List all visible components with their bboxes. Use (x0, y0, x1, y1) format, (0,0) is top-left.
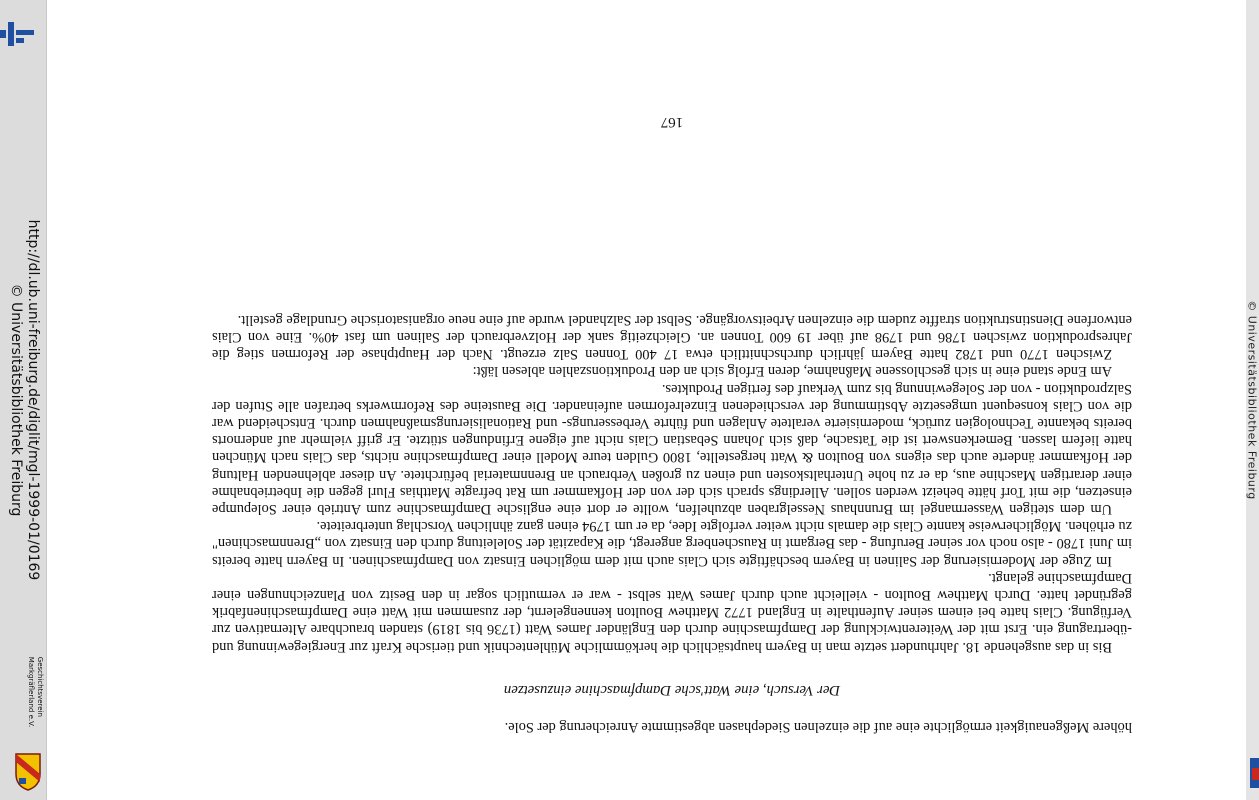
paragraph-continued: höhere Meßgenauigkeit ermöglichte eine auf die einzelnen Siedephasen abgestimmte Anreicherung der Sole. (504, 719, 1132, 735)
right-edge-logo-icon (1246, 758, 1259, 793)
page-text-body (212, 311, 1132, 735)
society-line-1: Geschichtsverein (36, 656, 44, 717)
coat-of-arms-icon (14, 752, 42, 797)
society-line-2: Markgräflerland e.V. (27, 656, 35, 728)
library-copyright: © Universitätsbibliothek Freiburg (8, 283, 24, 517)
right-edge-label: © Universitätsbibliothek Freiburg (1245, 300, 1259, 500)
page-number: 167 (660, 114, 684, 130)
paragraph: Bis in das ausgehende 18. Jahrhundert setzte man in Bayern hauptsächlich die herkömmliche Mühlentechnik und tierische Kraft zur Energiegewinnung und -übertragung ein. Erst mit der Weiterentwicklung der Dampfmaschine durch den Engländer James Watt (1736 bis 1819) standen brauchbare Alternativen zur Verfügung. Clais hatte bei einem seiner Aufenthalte in England 1772 Matthew Boulton kennengelernt, der zusammen mit Watt eine Dampfmaschinenfabrik gegründet hatte. Durch Matthew Boulton - vielleicht auch durch James Watt selbst - war er vermutlich sogar in den Besitz von Planzeichnungen einer Dampfmaschine gelangt. (212, 569, 1132, 655)
section-heading: Der Versuch, eine Watt'sche Dampfmaschine einzusetzen (503, 681, 841, 698)
scanned-page (212, 95, 1132, 735)
paragraph: Am Ende stand eine in sich geschlossene Maßnahme, deren Erfolg sich an den Produktionszahlen ablesen läßt: (472, 363, 1112, 380)
society-name (26, 657, 44, 727)
viewer-url-text (7, 220, 41, 581)
digital-url[interactable]: http://dl.ub.uni-freiburg.de/diglit/mgl-1999-01/0169 (25, 219, 41, 581)
paragraph: Im Zuge der Modernisierung der Salinen in Bayern beschäftigte sich Clais auch mit dem möglichen Einsatz von Dampfmaschinen. In Bayern hatte bereits im Juni 1780 - also noch vor seiner Berufung - das Bergamt in Rauschenberg angeregt, die Kapazität der Soleleitung durch den Einsatz von „Brennmaschinen" zu erhöhen. Möglicherweise kannte Clais die damals nicht weiter verfolgte Idee, da er um 1794 einen ganz ähnlichen Vorschlag unterbreitete. (212, 518, 1132, 569)
paragraph: Zwischen 1770 und 1782 hatte Bayern jährlich durchschnittlich etwa 17 400 Tonnen Salz erzeugt. Nach der Hauptphase der Reformen stieg die Jahresproduktion zwischen 1786 und 1798 auf über 19 600 Tonnen an. Gleichzeitig sank der Holzverbrauch der Salinen um fast 40%. Eine von Clais entworfene Dienstinstruktion straffte zudem die einzelnen Arbeitsvorgänge. Selbst der Salzhandel wurde auf eine neue organisatorische Grundlage gestellt. (212, 311, 1132, 363)
library-logo-icon[interactable] (0, 22, 40, 51)
paragraph: Um dem stetigen Wassermangel im Brunnhaus Nesselgraben abzuhelfen, wollte er dort eine englische Dampfmaschine zum Antrieb einer Solepumpe einsetzen, die mit Torf hätte beheizt werden sollen. Allerdings sprach sich der von der Hofkammer um Rat befragte Matthias Flurl gegen die Inbetriebnahme einer derartigen Maschine aus, da er zu hohe Unterhaltskosten und einen zu großen Verbrauch an Brennmaterial befürchtete. An dieser ablehnenden Haltung der Hofkammer änderte auch das eigens von Boulton & Watt hergestellte, 1800 Gulden teure Modell einer Dampfmaschine nichts, das Clais nach München hatte liefern lassen. Bemerkenswert ist die Tatsache, daß sich Johann Sebastian Clais nicht auf eigene Erfindungen stützte. Er griff vielmehr auf andernorts bereits bekannte Technologien zurück, modernisierte veraltete Anlagen und führte Verbesserungs- und Rationalisierungsmaßnahmen durch. Entscheidend war die von Clais konsequent umgesetzte Abstimmung der verschiedenen Einzelreformen aufeinander. Die Bausteine des Reformwerks betrafen alle Stufen der Salzproduktion - von der Solegewinnung bis zum Verkauf des fertigen Produktes. (212, 380, 1132, 517)
